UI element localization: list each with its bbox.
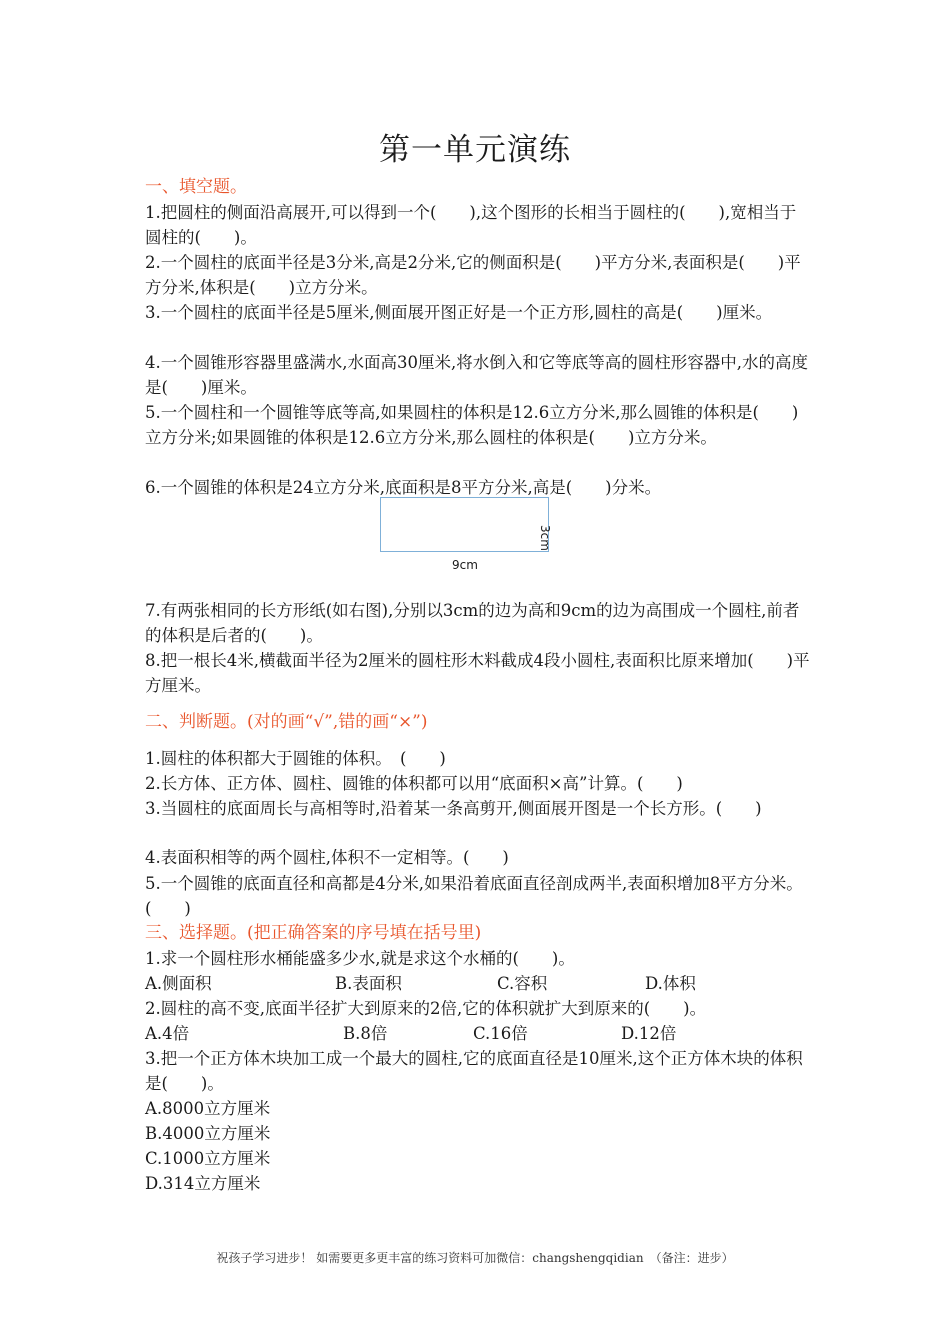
fill-blank-q2: 2.一个圆柱的底面半径是3分米,高是2分米,它的侧面积是( )平方分米,表面积是( )平方分米,体积是( )立方分米。 — [145, 253, 801, 297]
fill-blank-q7: 7.有两张相同的长方形纸(如右图),分别以3cm的边为高和9cm的边为高围成一个圆柱,前者的体积是后者的( )。 — [145, 601, 800, 645]
fill-blank-q4: 4.一个圆锥形容器里盛满水,水面高30厘米,将水倒入和它等底等高的圆柱形容器中,水的高度是( )厘米。 — [145, 353, 808, 397]
fill-blank-q6: 6.一个圆锥的体积是24立方分米,底面积是8平方分米,高是( )分米。 — [145, 478, 662, 497]
option-d: D.12倍 — [621, 1024, 677, 1043]
option-a: A.4倍 — [145, 1024, 190, 1043]
judge-q2: 2.长方体、正方体、圆柱、圆锥的体积都可以用“底面积×高”计算。( ) — [145, 774, 683, 793]
choice-q3-option-a: A.8000立方厘米 — [145, 1099, 271, 1118]
choice-q2: 2.圆柱的高不变,底面半径扩大到原来的2倍,它的体积就扩大到原来的( )。 — [145, 999, 707, 1018]
judge-q4: 4.表面积相等的两个圆柱,体积不一定相等。( ) — [145, 848, 509, 867]
footer-note: 祝孩子学习进步！ 如需要更多更丰富的练习资料可加微信：changshengqidian （备注：进步） — [216, 1251, 734, 1265]
figure-width-label: 9cm — [452, 558, 478, 572]
judge-q5: 5.一个圆锥的底面直径和高都是4分米,如果沿着底面直径剖成两半,表面积增加8平方分米。( ) — [145, 874, 803, 918]
page-title: 第一单元演练 — [379, 132, 571, 168]
judge-q1: 1.圆柱的体积都大于圆锥的体积。 ( ) — [145, 749, 446, 768]
choice-q3: 3.把一个正方体木块加工成一个最大的圆柱,它的底面直径是10厘米,这个正方体木块的体积是( )。 — [145, 1049, 803, 1093]
choice-q1: 1.求一个圆柱形水桶能盛多少水,就是求这个水桶的( )。 — [145, 949, 575, 968]
option-a: A.侧面积 — [145, 974, 212, 993]
figure-height-label: 3cm — [538, 525, 552, 551]
fill-blank-q3: 3.一个圆柱的底面半径是5厘米,侧面展开图正好是一个正方形,圆柱的高是( )厘米。 — [145, 303, 773, 322]
option-c: C.容积 — [497, 974, 548, 993]
option-b: B.表面积 — [335, 974, 402, 993]
option-b: B.8倍 — [343, 1024, 388, 1043]
choice-q3-option-c: C.1000立方厘米 — [145, 1149, 271, 1168]
option-d: D.体积 — [645, 974, 696, 993]
rectangle-shape — [380, 497, 549, 552]
judge-q3: 3.当圆柱的底面周长与高相等时,沿着某一条高剪开,侧面展开图是一个长方形。( ) — [145, 799, 762, 818]
section-2-heading: 二、判断题。(对的画“√”,错的画“×”) — [145, 712, 428, 732]
section-1-heading: 一、填空题。 — [145, 177, 247, 197]
choice-q3-option-b: B.4000立方厘米 — [145, 1124, 271, 1143]
section-3-heading: 三、选择题。(把正确答案的序号填在括号里) — [145, 923, 482, 943]
choice-q3-option-d: D.314立方厘米 — [145, 1174, 261, 1193]
option-c: C.16倍 — [473, 1024, 528, 1043]
fill-blank-q1: 1.把圆柱的侧面沿高展开,可以得到一个( ),这个图形的长相当于圆柱的( ),宽相当于圆柱的( )。 — [145, 203, 797, 247]
fill-blank-q5: 5.一个圆柱和一个圆锥等底等高,如果圆柱的体积是12.6立方分米,那么圆锥的体积是( )立方分米;如果圆锥的体积是12.6立方分米,那么圆柱的体积是( )立方分米。 — [145, 403, 799, 447]
fill-blank-q8: 8.把一根长4米,横截面半径为2厘米的圆柱形木料截成4段小圆柱,表面积比原来增加( )平方厘米。 — [145, 651, 810, 695]
